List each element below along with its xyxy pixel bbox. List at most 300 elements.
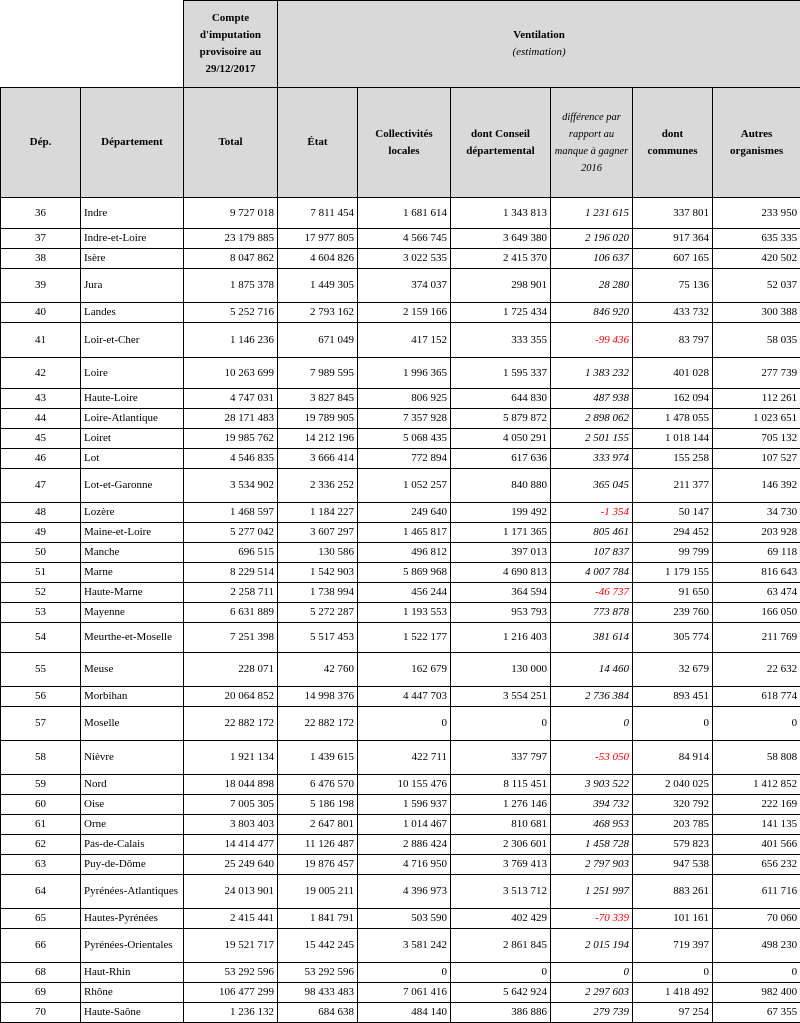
collectivites-cell: 4 716 950 — [358, 855, 451, 875]
collectivites-cell: 456 244 — [358, 583, 451, 603]
dep-cell: 58 — [1, 741, 81, 775]
collectivites-cell: 1 014 467 — [358, 815, 451, 835]
etat-cell: 2 793 162 — [278, 303, 358, 323]
conseil-cell: 617 636 — [451, 449, 551, 469]
autres-cell: 277 739 — [713, 358, 800, 389]
table-row — [1, 583, 800, 603]
collectivites-cell: 1 996 365 — [358, 358, 451, 389]
table-row — [1, 449, 800, 469]
dep-cell: 61 — [1, 815, 81, 835]
etat-cell: 22 882 172 — [278, 707, 358, 741]
col-header-etat: État — [278, 88, 358, 198]
difference-cell: 1 383 232 — [551, 358, 633, 389]
dep-cell: 68 — [1, 963, 81, 983]
conseil-cell: 1 725 434 — [451, 303, 551, 323]
autres-cell: 705 132 — [713, 429, 800, 449]
etat-cell: 17 977 805 — [278, 229, 358, 249]
conseil-cell: 337 797 — [451, 741, 551, 775]
dep-cell: 51 — [1, 563, 81, 583]
communes-cell: 0 — [633, 963, 713, 983]
col-header-difference: différence par rapport au manque à gagner 2016 — [551, 88, 633, 198]
conseil-cell: 2 415 370 — [451, 249, 551, 269]
dep-cell: 66 — [1, 929, 81, 963]
difference-cell: 28 280 — [551, 269, 633, 303]
dep-cell: 52 — [1, 583, 81, 603]
dep-cell: 65 — [1, 909, 81, 929]
autres-cell: 52 037 — [713, 269, 800, 303]
collectivites-cell: 4 566 745 — [358, 229, 451, 249]
autres-cell: 982 400 — [713, 983, 800, 1003]
difference-cell: 365 045 — [551, 469, 633, 503]
table-row — [1, 503, 800, 523]
etat-cell: 15 442 245 — [278, 929, 358, 963]
autres-cell: 0 — [713, 963, 800, 983]
difference-cell: 107 837 — [551, 543, 633, 563]
table-body — [1, 198, 800, 1023]
conseil-cell: 333 355 — [451, 323, 551, 358]
table-row — [1, 198, 800, 229]
table-row — [1, 603, 800, 623]
collectivites-cell: 7 357 928 — [358, 409, 451, 429]
total-cell: 25 249 640 — [184, 855, 278, 875]
conseil-cell: 1 343 813 — [451, 198, 551, 229]
dep-cell: 47 — [1, 469, 81, 503]
departement-cell: Mayenne — [81, 603, 184, 623]
departement-cell: Orne — [81, 815, 184, 835]
communes-cell: 719 397 — [633, 929, 713, 963]
communes-cell: 579 823 — [633, 835, 713, 855]
conseil-cell: 130 000 — [451, 653, 551, 687]
collectivites-cell: 1 681 614 — [358, 198, 451, 229]
collectivites-cell: 772 894 — [358, 449, 451, 469]
total-cell: 53 292 596 — [184, 963, 278, 983]
dep-cell: 54 — [1, 623, 81, 653]
communes-cell: 401 028 — [633, 358, 713, 389]
departement-cell: Nord — [81, 775, 184, 795]
difference-cell: -1 354 — [551, 503, 633, 523]
autres-cell: 70 060 — [713, 909, 800, 929]
etat-cell: 98 433 483 — [278, 983, 358, 1003]
dep-cell: 55 — [1, 653, 81, 687]
departement-cell: Lot-et-Garonne — [81, 469, 184, 503]
collectivites-cell: 10 155 476 — [358, 775, 451, 795]
dep-cell: 44 — [1, 409, 81, 429]
collectivites-cell: 3 581 242 — [358, 929, 451, 963]
departement-cell: Haute-Saône — [81, 1003, 184, 1023]
table-row — [1, 815, 800, 835]
autres-cell: 635 335 — [713, 229, 800, 249]
difference-cell: 805 461 — [551, 523, 633, 543]
etat-cell: 5 517 453 — [278, 623, 358, 653]
communes-cell: 84 914 — [633, 741, 713, 775]
communes-cell: 239 760 — [633, 603, 713, 623]
etat-cell: 1 542 903 — [278, 563, 358, 583]
difference-cell: 2 297 603 — [551, 983, 633, 1003]
communes-cell: 1 179 155 — [633, 563, 713, 583]
autres-cell: 816 643 — [713, 563, 800, 583]
total-cell: 1 468 597 — [184, 503, 278, 523]
departement-cell: Meurthe-et-Moselle — [81, 623, 184, 653]
total-cell: 20 064 852 — [184, 687, 278, 707]
table-row — [1, 623, 800, 653]
total-cell: 1 921 134 — [184, 741, 278, 775]
ventilation-title: Ventilation — [513, 29, 565, 41]
table-row — [1, 963, 800, 983]
conseil-cell: 5 879 872 — [451, 409, 551, 429]
etat-cell: 14 998 376 — [278, 687, 358, 707]
table-row — [1, 741, 800, 775]
collectivites-cell: 496 812 — [358, 543, 451, 563]
autres-cell: 611 716 — [713, 875, 800, 909]
table-row — [1, 303, 800, 323]
difference-cell: 2 015 194 — [551, 929, 633, 963]
total-cell: 228 071 — [184, 653, 278, 687]
dep-cell: 43 — [1, 389, 81, 409]
etat-cell: 671 049 — [278, 323, 358, 358]
etat-cell: 7 811 454 — [278, 198, 358, 229]
communes-cell: 101 161 — [633, 909, 713, 929]
dep-cell: 37 — [1, 229, 81, 249]
autres-cell: 34 730 — [713, 503, 800, 523]
communes-cell: 99 799 — [633, 543, 713, 563]
table-row — [1, 469, 800, 503]
conseil-cell: 199 492 — [451, 503, 551, 523]
conseil-cell: 3 554 251 — [451, 687, 551, 707]
difference-cell: 1 251 997 — [551, 875, 633, 909]
conseil-cell: 3 513 712 — [451, 875, 551, 909]
table-row — [1, 389, 800, 409]
collectivites-cell: 374 037 — [358, 269, 451, 303]
difference-cell: 0 — [551, 707, 633, 741]
difference-cell: 333 974 — [551, 449, 633, 469]
collectivites-cell: 806 925 — [358, 389, 451, 409]
communes-cell: 320 792 — [633, 795, 713, 815]
dep-cell: 42 — [1, 358, 81, 389]
communes-cell: 97 254 — [633, 1003, 713, 1023]
dep-cell: 45 — [1, 429, 81, 449]
communes-cell: 917 364 — [633, 229, 713, 249]
dep-cell: 60 — [1, 795, 81, 815]
departement-cell: Loir-et-Cher — [81, 323, 184, 358]
difference-cell: 394 732 — [551, 795, 633, 815]
departement-cell: Rhône — [81, 983, 184, 1003]
table-row — [1, 795, 800, 815]
etat-cell: 1 439 615 — [278, 741, 358, 775]
communes-cell: 947 538 — [633, 855, 713, 875]
dep-cell: 48 — [1, 503, 81, 523]
dep-cell: 64 — [1, 875, 81, 909]
etat-cell: 3 827 845 — [278, 389, 358, 409]
conseil-cell: 1 216 403 — [451, 623, 551, 653]
departement-cell: Jura — [81, 269, 184, 303]
total-cell: 5 252 716 — [184, 303, 278, 323]
autres-cell: 58 035 — [713, 323, 800, 358]
communes-cell: 433 732 — [633, 303, 713, 323]
conseil-cell: 840 880 — [451, 469, 551, 503]
dep-cell: 46 — [1, 449, 81, 469]
total-cell: 7 005 305 — [184, 795, 278, 815]
etat-cell: 14 212 196 — [278, 429, 358, 449]
autres-cell: 211 769 — [713, 623, 800, 653]
collectivites-cell: 3 022 535 — [358, 249, 451, 269]
dep-cell: 40 — [1, 303, 81, 323]
difference-cell: 0 — [551, 963, 633, 983]
total-cell: 1 146 236 — [184, 323, 278, 358]
table-row — [1, 775, 800, 795]
dep-cell: 59 — [1, 775, 81, 795]
total-cell: 1 875 378 — [184, 269, 278, 303]
departement-cell: Puy-de-Dôme — [81, 855, 184, 875]
total-cell: 9 727 018 — [184, 198, 278, 229]
autres-cell: 618 774 — [713, 687, 800, 707]
autres-cell: 22 632 — [713, 653, 800, 687]
communes-cell: 155 258 — [633, 449, 713, 469]
table-row — [1, 653, 800, 687]
col-header-total: Total — [184, 88, 278, 198]
autres-cell: 58 808 — [713, 741, 800, 775]
etat-cell: 6 476 570 — [278, 775, 358, 795]
departement-cell: Lozère — [81, 503, 184, 523]
etat-cell: 1 449 305 — [278, 269, 358, 303]
conseil-cell: 0 — [451, 963, 551, 983]
difference-cell: -53 050 — [551, 741, 633, 775]
etat-cell: 1 841 791 — [278, 909, 358, 929]
dep-cell: 70 — [1, 1003, 81, 1023]
collectivites-cell: 503 590 — [358, 909, 451, 929]
collectivites-cell: 1 193 553 — [358, 603, 451, 623]
departement-cell: Lot — [81, 449, 184, 469]
difference-cell: 381 614 — [551, 623, 633, 653]
conseil-cell: 397 013 — [451, 543, 551, 563]
communes-cell: 1 478 055 — [633, 409, 713, 429]
conseil-cell: 810 681 — [451, 815, 551, 835]
communes-cell: 294 452 — [633, 523, 713, 543]
difference-cell: 773 878 — [551, 603, 633, 623]
collectivites-cell: 417 152 — [358, 323, 451, 358]
dep-cell: 49 — [1, 523, 81, 543]
difference-cell: -99 436 — [551, 323, 633, 358]
communes-cell: 607 165 — [633, 249, 713, 269]
dep-cell: 63 — [1, 855, 81, 875]
total-cell: 4 747 031 — [184, 389, 278, 409]
autres-cell: 69 118 — [713, 543, 800, 563]
autres-cell: 0 — [713, 707, 800, 741]
total-cell: 5 277 042 — [184, 523, 278, 543]
dep-cell: 41 — [1, 323, 81, 358]
difference-cell: 4 007 784 — [551, 563, 633, 583]
collectivites-cell: 0 — [358, 963, 451, 983]
communes-cell: 337 801 — [633, 198, 713, 229]
conseil-cell: 3 649 380 — [451, 229, 551, 249]
autres-cell: 203 928 — [713, 523, 800, 543]
total-cell: 23 179 885 — [184, 229, 278, 249]
collectivites-cell: 5 869 968 — [358, 563, 451, 583]
autres-cell: 107 527 — [713, 449, 800, 469]
departement-cell: Indre-et-Loire — [81, 229, 184, 249]
autres-cell: 300 388 — [713, 303, 800, 323]
departement-cell: Loire — [81, 358, 184, 389]
table-row — [1, 523, 800, 543]
departement-cell: Loire-Atlantique — [81, 409, 184, 429]
table-row — [1, 409, 800, 429]
difference-cell: 3 903 522 — [551, 775, 633, 795]
total-cell: 19 521 717 — [184, 929, 278, 963]
dep-cell: 53 — [1, 603, 81, 623]
total-cell: 7 251 398 — [184, 623, 278, 653]
total-cell: 24 013 901 — [184, 875, 278, 909]
difference-cell: 2 898 062 — [551, 409, 633, 429]
table-row — [1, 563, 800, 583]
autres-cell: 401 566 — [713, 835, 800, 855]
table-row — [1, 835, 800, 855]
col-header-dep: Dép. — [1, 88, 81, 198]
table-row — [1, 855, 800, 875]
table-row — [1, 909, 800, 929]
departement-cell: Nièvre — [81, 741, 184, 775]
communes-cell: 91 650 — [633, 583, 713, 603]
etat-cell: 3 607 297 — [278, 523, 358, 543]
total-cell: 3 803 403 — [184, 815, 278, 835]
total-cell: 22 882 172 — [184, 707, 278, 741]
etat-cell: 53 292 596 — [278, 963, 358, 983]
communes-cell: 211 377 — [633, 469, 713, 503]
conseil-cell: 0 — [451, 707, 551, 741]
etat-cell: 2 647 801 — [278, 815, 358, 835]
table-row — [1, 875, 800, 909]
autres-cell: 141 135 — [713, 815, 800, 835]
table-row — [1, 358, 800, 389]
departement-cell: Pas-de-Calais — [81, 835, 184, 855]
total-cell: 8 047 862 — [184, 249, 278, 269]
dep-cell: 69 — [1, 983, 81, 1003]
conseil-cell: 402 429 — [451, 909, 551, 929]
conseil-cell: 4 050 291 — [451, 429, 551, 449]
communes-cell: 893 451 — [633, 687, 713, 707]
etat-cell: 130 586 — [278, 543, 358, 563]
conseil-cell: 1 171 365 — [451, 523, 551, 543]
departement-cell: Pyrénées-Orientales — [81, 929, 184, 963]
departement-cell: Maine-et-Loire — [81, 523, 184, 543]
conseil-cell: 386 886 — [451, 1003, 551, 1023]
autres-cell: 233 950 — [713, 198, 800, 229]
etat-cell: 4 604 826 — [278, 249, 358, 269]
conseil-cell: 2 861 845 — [451, 929, 551, 963]
communes-cell: 50 147 — [633, 503, 713, 523]
communes-cell: 1 018 144 — [633, 429, 713, 449]
total-cell: 19 985 762 — [184, 429, 278, 449]
table-row — [1, 429, 800, 449]
difference-cell: 846 920 — [551, 303, 633, 323]
departement-cell: Hautes-Pyrénées — [81, 909, 184, 929]
departement-cell: Haute-Marne — [81, 583, 184, 603]
difference-cell: 14 460 — [551, 653, 633, 687]
autres-cell: 67 355 — [713, 1003, 800, 1023]
collectivites-cell: 1 522 177 — [358, 623, 451, 653]
difference-cell: 2 501 155 — [551, 429, 633, 449]
departement-cell: Meuse — [81, 653, 184, 687]
departement-cell: Haute-Loire — [81, 389, 184, 409]
total-cell: 4 546 835 — [184, 449, 278, 469]
total-cell: 1 236 132 — [184, 1003, 278, 1023]
etat-cell: 2 336 252 — [278, 469, 358, 503]
departement-cell: Oise — [81, 795, 184, 815]
conseil-cell: 1 595 337 — [451, 358, 551, 389]
autres-cell: 222 169 — [713, 795, 800, 815]
departement-cell: Moselle — [81, 707, 184, 741]
table-row — [1, 269, 800, 303]
difference-cell: -46 737 — [551, 583, 633, 603]
conseil-cell: 953 793 — [451, 603, 551, 623]
collectivites-cell: 2 159 166 — [358, 303, 451, 323]
communes-cell: 883 261 — [633, 875, 713, 909]
conseil-cell: 298 901 — [451, 269, 551, 303]
dep-cell: 50 — [1, 543, 81, 563]
total-cell: 2 258 711 — [184, 583, 278, 603]
table-row — [1, 543, 800, 563]
conseil-cell: 5 642 924 — [451, 983, 551, 1003]
collectivites-cell: 0 — [358, 707, 451, 741]
total-cell: 3 534 902 — [184, 469, 278, 503]
col-header-collectivites: Collectivités locales — [358, 88, 451, 198]
dep-cell: 36 — [1, 198, 81, 229]
collectivites-cell: 4 447 703 — [358, 687, 451, 707]
total-cell: 6 631 889 — [184, 603, 278, 623]
autres-cell: 146 392 — [713, 469, 800, 503]
difference-cell: 487 938 — [551, 389, 633, 409]
table-row — [1, 983, 800, 1003]
communes-cell: 32 679 — [633, 653, 713, 687]
conseil-cell: 3 769 413 — [451, 855, 551, 875]
difference-cell: 2 736 384 — [551, 687, 633, 707]
collectivites-cell: 2 886 424 — [358, 835, 451, 855]
etat-cell: 7 989 595 — [278, 358, 358, 389]
difference-cell: 1 231 615 — [551, 198, 633, 229]
difference-cell: 468 953 — [551, 815, 633, 835]
collectivites-cell: 249 640 — [358, 503, 451, 523]
departement-cell: Loiret — [81, 429, 184, 449]
difference-cell: 106 637 — [551, 249, 633, 269]
etat-cell: 11 126 487 — [278, 835, 358, 855]
etat-cell: 3 666 414 — [278, 449, 358, 469]
communes-cell: 203 785 — [633, 815, 713, 835]
autres-cell: 420 502 — [713, 249, 800, 269]
total-cell: 28 171 483 — [184, 409, 278, 429]
total-cell: 18 044 898 — [184, 775, 278, 795]
difference-cell: 279 739 — [551, 1003, 633, 1023]
etat-cell: 684 638 — [278, 1003, 358, 1023]
col-header-communes: dont communes — [633, 88, 713, 198]
etat-cell: 19 789 905 — [278, 409, 358, 429]
communes-cell: 0 — [633, 707, 713, 741]
departement-cell: Marne — [81, 563, 184, 583]
ventilation-subtitle: (estimation) — [512, 46, 566, 58]
ventilation-header — [278, 1, 800, 88]
table-row — [1, 229, 800, 249]
col-header-autres: Autres organismes — [713, 88, 800, 198]
collectivites-cell: 484 140 — [358, 1003, 451, 1023]
autres-cell: 656 232 — [713, 855, 800, 875]
collectivites-cell: 7 061 416 — [358, 983, 451, 1003]
table-row — [1, 1003, 800, 1023]
collectivites-cell: 1 596 937 — [358, 795, 451, 815]
conseil-cell: 1 276 146 — [451, 795, 551, 815]
autres-cell: 63 474 — [713, 583, 800, 603]
autres-cell: 166 050 — [713, 603, 800, 623]
etat-cell: 5 272 287 — [278, 603, 358, 623]
difference-cell: 2 797 903 — [551, 855, 633, 875]
autres-cell: 498 230 — [713, 929, 800, 963]
collectivites-cell: 1 465 817 — [358, 523, 451, 543]
